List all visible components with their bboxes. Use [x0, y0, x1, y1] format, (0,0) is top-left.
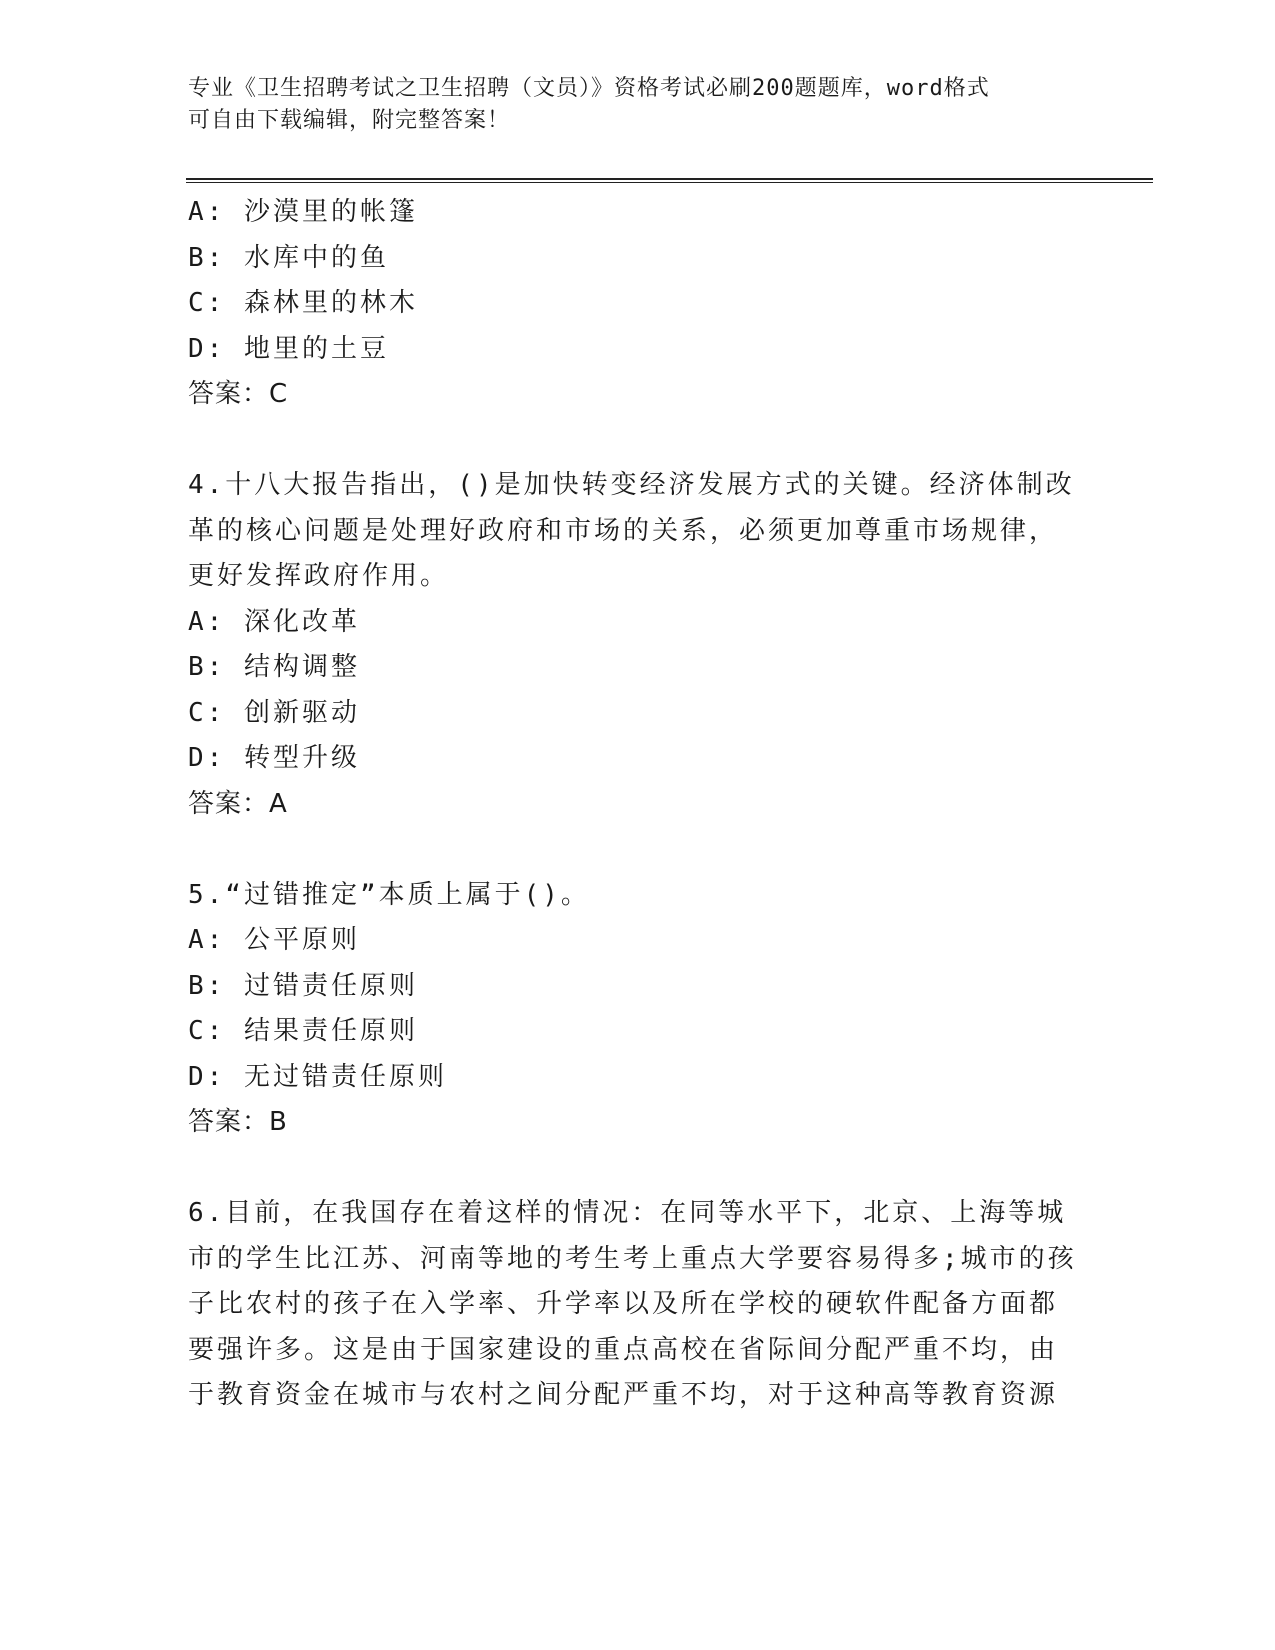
option-d: D: 无过错责任原则 [188, 1061, 447, 1092]
spacer [188, 1146, 1088, 1192]
header-line-2: 可自由下载编辑，附完整答案！ [188, 108, 511, 133]
question-stem-line: 市的学生比江苏、河南等地的考生考上重点大学要容易得多;城市的孩 [188, 1243, 1077, 1274]
option-a: A: 公平原则 [188, 925, 360, 955]
option-b: B: 水库中的鱼 [188, 242, 389, 273]
answer: 答案：B [188, 1107, 288, 1137]
option-d: D: 地里的土豆 [188, 333, 389, 364]
option-a: A: 深化改革 [188, 606, 360, 637]
question-stem-line: 更好发挥政府作用。 [188, 561, 450, 591]
document-body [188, 190, 1088, 1419]
question-stem-line: 于教育资金在城市与农村之间分配严重不均，对于这种高等教育资源 [188, 1380, 1059, 1410]
header-divider-thick [186, 178, 1153, 180]
question-stem-line: 6.目前，在我国存在着这样的情况：在同等水平下，北京、上海等城 [188, 1198, 1067, 1228]
question-4 [188, 463, 1088, 827]
option-a: A: 沙漠里的帐篷 [188, 197, 418, 227]
option-b: B: 结构调整 [188, 652, 360, 682]
header-divider-thin [186, 182, 1153, 183]
option-d: D: 转型升级 [188, 743, 360, 773]
question-6 [188, 1191, 1088, 1419]
question-stem-line: 要强许多。这是由于国家建设的重点高校在省际间分配严重不均，由 [188, 1334, 1059, 1365]
document-header [188, 73, 1068, 137]
question-stem-line: 5.“过错推定”本质上属于()。 [188, 879, 590, 910]
option-c: C: 创新驱动 [188, 697, 360, 728]
answer: 答案：C [188, 379, 289, 409]
spacer [188, 418, 1088, 464]
answer: 答案：A [188, 788, 288, 819]
spacer [188, 827, 1088, 873]
option-c: C: 森林里的林木 [188, 288, 418, 318]
question-stem-line: 4.十八大报告指出，()是加快转变经济发展方式的关键。经济体制改 [188, 470, 1075, 500]
option-c: C: 结果责任原则 [188, 1016, 418, 1046]
header-line-1: 专业《卫生招聘考试之卫生招聘（文员）》资格考试必刷200题题库，word格式 [188, 76, 990, 101]
question-5 [188, 873, 1088, 1146]
question-3-continued [188, 190, 1088, 418]
option-b: B: 过错责任原则 [188, 970, 418, 1001]
question-stem-line: 子比农村的孩子在入学率、升学率以及所在学校的硬软件配备方面都 [188, 1289, 1059, 1319]
question-stem-line: 革的核心问题是处理好政府和市场的关系，必须更加尊重市场规律， [188, 515, 1059, 546]
